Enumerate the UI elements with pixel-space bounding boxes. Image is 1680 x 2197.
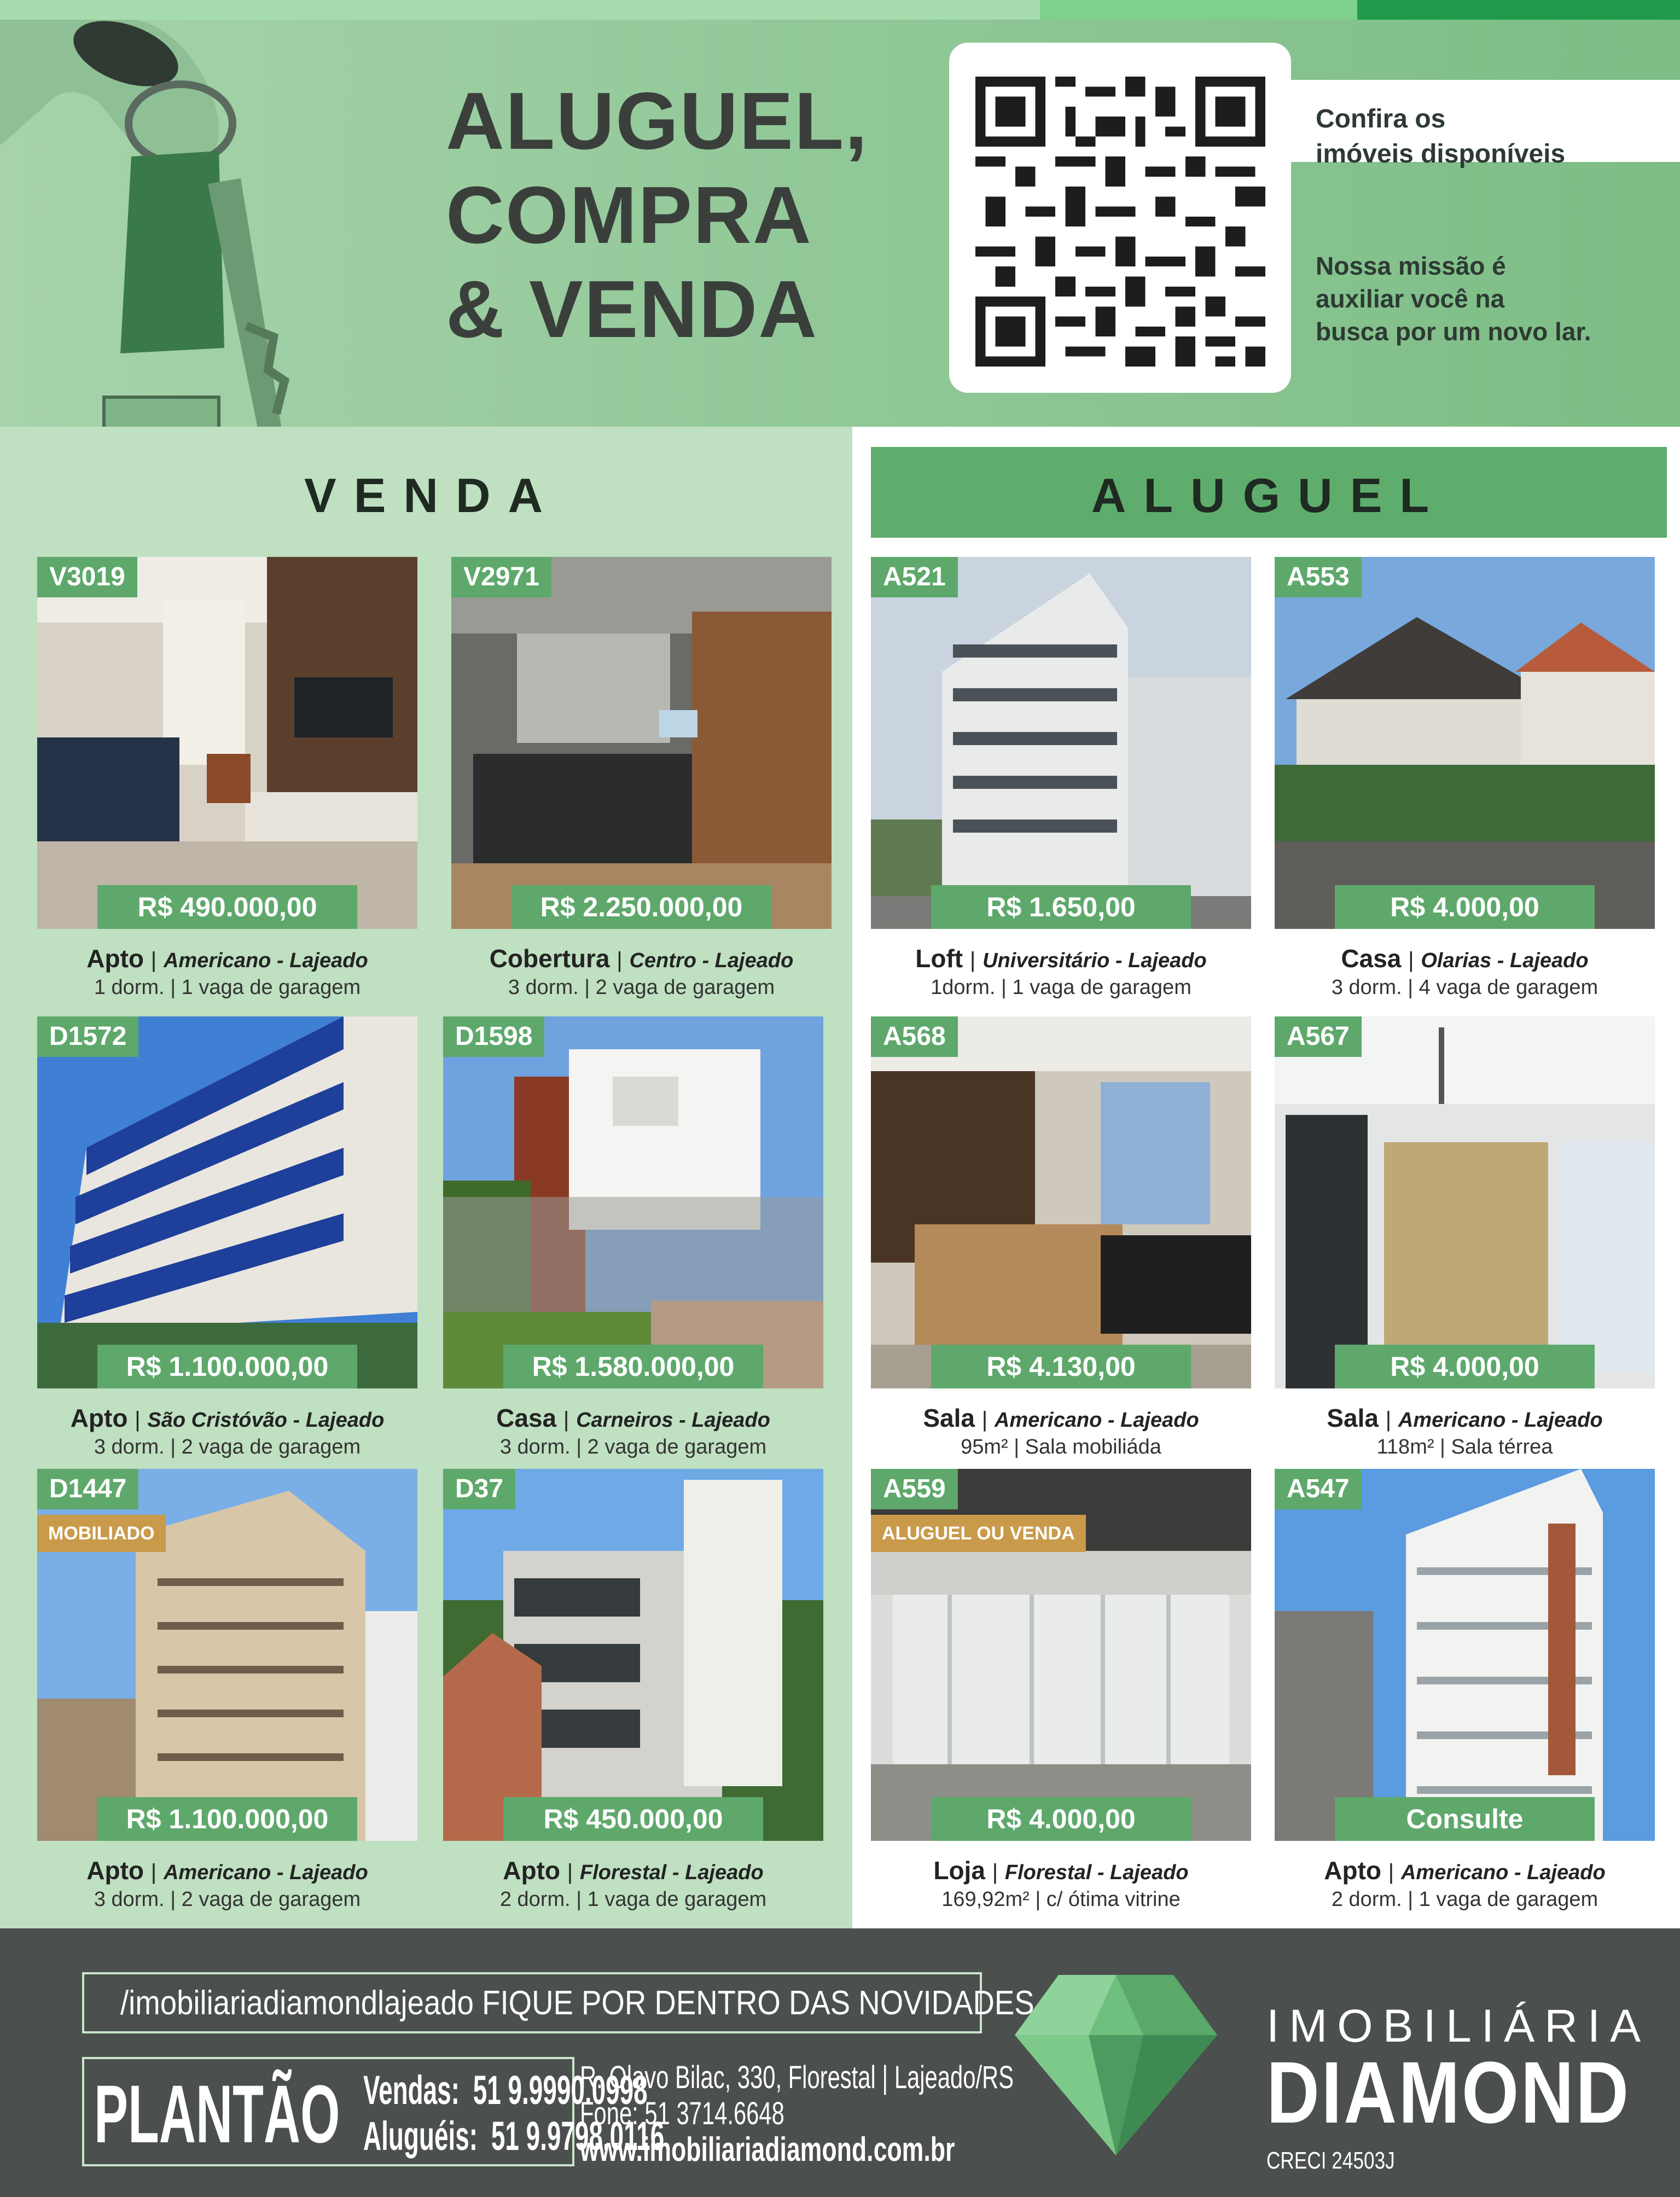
listing-type: Sala — [923, 1404, 975, 1432]
brand-name-line-1: IMOBILIÁRIA — [1266, 2000, 1651, 2051]
high-rise-photo — [1275, 1469, 1655, 1841]
diamond-logo-icon — [1015, 1975, 1217, 2155]
listing-title: Loft | Universitário - Lajeado — [915, 944, 1207, 973]
street-address: R. Olavo Bilac, 330, Florestal | Lajeado/RS — [580, 2060, 1014, 2095]
listing-location: Carneiros - Lajeado — [576, 1409, 770, 1432]
mission-statement — [1316, 249, 1666, 348]
listing-code: A559 — [871, 1469, 958, 1509]
listing-title: Apto | Florestal - Lajeado — [503, 1856, 764, 1885]
listing-price: Consulte — [1335, 1797, 1595, 1841]
listing-details: 3 dorm. | 2 vaga de garagem — [94, 1435, 361, 1458]
qr-code-card[interactable] — [949, 43, 1291, 393]
listing-title: Apto | Americano - Lajeado — [86, 1856, 368, 1885]
listing-card-v2971[interactable] — [451, 557, 832, 1000]
house-with-garden-photo — [1275, 557, 1655, 929]
address-block — [580, 2060, 1014, 2169]
listing-price: R$ 1.100.000,00 — [97, 1797, 357, 1841]
listing-price: R$ 490.000,00 — [97, 885, 357, 929]
listing-code: A568 — [871, 1016, 958, 1057]
listing-type: Loft — [915, 944, 963, 973]
listing-type: Apto — [86, 944, 144, 973]
listing-details: 3 dorm. | 2 vaga de garagem — [508, 976, 775, 999]
listing-code: D1598 — [443, 1016, 544, 1057]
website-link[interactable]: www.imobiliariadiamond.com.br — [580, 2131, 955, 2169]
venda-section-title: VENDA — [304, 468, 561, 522]
listing-photo[interactable] — [37, 557, 417, 929]
listing-details: 2 dorm. | 1 vaga de garagem — [499, 1888, 767, 1911]
listing-type: Casa — [496, 1404, 557, 1432]
listing-location: Americano - Lajeado — [1400, 1861, 1606, 1884]
office-room-photo — [871, 1016, 1251, 1388]
listing-location: São Cristóvão - Lajeado — [147, 1409, 385, 1432]
listing-title: Apto | São Cristóvão - Lajeado — [70, 1404, 385, 1432]
social-bar[interactable] — [82, 1972, 1034, 2033]
listing-code: A567 — [1275, 1016, 1362, 1057]
listing-card-a568[interactable] — [871, 1016, 1251, 1460]
listing-location: Olarias - Lajeado — [1421, 949, 1589, 972]
listing-photo[interactable] — [871, 557, 1251, 929]
vendas-label: Vendas: — [363, 2067, 460, 2113]
listing-card-d1447[interactable] — [37, 1469, 417, 1912]
phone-number[interactable]: Fone: 51 3714.6648 — [580, 2096, 784, 2131]
listing-card-a521[interactable] — [871, 557, 1251, 1000]
listing-type: Apto — [70, 1404, 128, 1432]
headline-line-3: & VENDA — [446, 264, 818, 354]
listing-code: V3019 — [37, 557, 137, 597]
listing-title: Casa | Carneiros - Lajeado — [496, 1404, 770, 1432]
listing-code: D37 — [443, 1469, 515, 1509]
listing-photo[interactable] — [1275, 557, 1655, 929]
listing-location: Americano - Lajeado — [994, 1409, 1199, 1432]
listing-type: Casa — [1341, 944, 1402, 973]
listing-details: 3 dorm. | 4 vaga de garagem — [1331, 976, 1598, 999]
listing-location: Americano - Lajeado — [163, 949, 368, 972]
listing-card-a547[interactable] — [1275, 1469, 1655, 1912]
headline-line-2: COMPRA — [446, 170, 812, 260]
aluguel-section-bar — [871, 447, 1667, 538]
listing-details: 1dorm. | 1 vaga de garagem — [931, 976, 1191, 999]
alugueis-line[interactable] — [363, 2113, 665, 2159]
brand-name-line-2: DIAMOND — [1266, 2043, 1631, 2141]
listing-type: Apto — [1324, 1856, 1382, 1885]
house-photo — [443, 1016, 823, 1388]
listing-code: A553 — [1275, 557, 1362, 597]
creci-registration: CRECI 24503J — [1266, 2147, 1395, 2174]
listing-details: 118m² | Sala térrea — [1376, 1435, 1553, 1458]
plantao-contact-box — [82, 2057, 665, 2166]
listing-title: Casa | Olarias - Lajeado — [1341, 944, 1589, 973]
listing-price: R$ 2.250.000,00 — [511, 885, 771, 929]
listing-photo[interactable] — [37, 1016, 417, 1388]
listing-price: R$ 450.000,00 — [503, 1797, 763, 1841]
footer — [0, 1928, 1680, 2197]
listing-card-a553[interactable] — [1275, 557, 1655, 1000]
top-color-strip — [0, 0, 1680, 20]
listing-title: Loja | Florestal - Lajeado — [933, 1856, 1189, 1885]
vendas-phone[interactable]: 51 9.9990.0998 — [473, 2067, 648, 2113]
phone-lines — [363, 2067, 665, 2159]
headline-line-1: ALUGUEL, — [446, 76, 869, 166]
listing-location: Americano - Lajeado — [1398, 1409, 1603, 1432]
loft-building-photo — [871, 557, 1251, 929]
listing-details: 3 dorm. | 2 vaga de garagem — [499, 1435, 767, 1458]
listing-title: Sala | Americano - Lajeado — [923, 1404, 1199, 1432]
listing-card-a559[interactable] — [871, 1469, 1251, 1912]
apartment-building-photo — [37, 1016, 417, 1388]
kitchen-photo — [451, 557, 832, 929]
plantao-label: PLANTÃO — [94, 2068, 340, 2160]
listing-title: Sala | Americano - Lajeado — [1327, 1404, 1603, 1432]
qr-caption — [1288, 80, 1680, 168]
furnished-ribbon: MOBILIADO — [37, 1515, 166, 1552]
listing-details: 2 dorm. | 1 vaga de garagem — [1331, 1888, 1598, 1911]
header-banner — [0, 20, 1680, 427]
listing-photo[interactable] — [443, 1016, 823, 1388]
listing-photo[interactable] — [871, 1016, 1251, 1388]
storefront-room-photo — [1275, 1016, 1655, 1388]
vendas-line[interactable] — [363, 2067, 648, 2113]
listing-code: D1572 — [37, 1016, 138, 1057]
mission-line-1: Nossa missão é — [1316, 252, 1506, 280]
listing-price: R$ 1.100.000,00 — [97, 1345, 357, 1388]
mission-line-2: auxiliar você na — [1316, 284, 1505, 313]
listing-location: Americano - Lajeado — [163, 1861, 368, 1884]
listing-photo[interactable] — [1275, 1016, 1655, 1388]
listing-location: Centro - Lajeado — [629, 949, 794, 972]
listing-code: A547 — [1275, 1469, 1362, 1509]
residential-building-photo — [443, 1469, 823, 1841]
aluguel-section-title: ALUGUEL — [1091, 468, 1447, 522]
listing-price: R$ 4.000,00 — [931, 1797, 1191, 1841]
listing-location: Universitário - Lajeado — [983, 949, 1207, 972]
alugueis-phone[interactable]: 51 9.9798.0116 — [491, 2113, 665, 2159]
listing-details: 3 dorm. | 2 vaga de garagem — [94, 1888, 361, 1911]
listing-card-v3019[interactable] — [37, 557, 417, 1000]
listing-type: Apto — [503, 1856, 561, 1885]
listing-location: Florestal - Lajeado — [579, 1861, 764, 1884]
rent-or-sale-ribbon: ALUGUEL OU VENDA — [871, 1515, 1086, 1552]
qr-caption-line-1: Confira os — [1316, 104, 1446, 133]
listing-details: 169,92m² | c/ ótima vitrine — [941, 1888, 1181, 1911]
listing-type: Apto — [86, 1856, 144, 1885]
alugueis-label: Aluguéis: — [363, 2113, 478, 2159]
listing-photo[interactable] — [1275, 1469, 1655, 1841]
listing-photo[interactable] — [37, 1469, 417, 1841]
hand-with-keychain-illustration — [0, 20, 284, 427]
living-room-photo — [37, 557, 417, 929]
listing-code: V2971 — [451, 557, 551, 597]
listing-title: Apto | Americano - Lajeado — [1324, 1856, 1606, 1885]
listing-type: Loja — [933, 1856, 985, 1885]
listing-code: D1447 — [37, 1469, 138, 1509]
listing-card-d1598[interactable] — [443, 1016, 823, 1460]
listing-price: R$ 4.000,00 — [1335, 885, 1595, 929]
qr-caption-line-2: imóveis disponíveis — [1316, 140, 1566, 168]
listing-title: Apto | Americano - Lajeado — [86, 944, 368, 973]
qr-code[interactable] — [975, 77, 1265, 367]
social-handle[interactable]: /imobiliariadiamondlajeado FIQUE POR DENTRO DAS NOVIDADES — [120, 1984, 1034, 2022]
listing-price: R$ 1.580.000,00 — [503, 1345, 763, 1388]
listing-card-a567[interactable] — [1275, 1016, 1655, 1460]
listing-price: R$ 4.130,00 — [931, 1345, 1191, 1388]
listing-type: Sala — [1327, 1404, 1379, 1432]
listing-photo[interactable] — [443, 1469, 823, 1841]
listing-price: R$ 4.000,00 — [1335, 1345, 1595, 1388]
listing-details: 95m² | Sala mobiliáda — [961, 1435, 1161, 1458]
listing-card-d37[interactable] — [443, 1469, 823, 1912]
listing-type: Cobertura — [489, 944, 610, 973]
listing-price: R$ 1.650,00 — [931, 885, 1191, 929]
mission-line-3: busca por um novo lar. — [1316, 317, 1591, 346]
listing-location: Florestal - Lajeado — [1004, 1861, 1189, 1884]
listing-photo[interactable] — [871, 1469, 1251, 1841]
listing-photo[interactable] — [451, 557, 832, 929]
listing-title: Cobertura | Centro - Lajeado — [489, 944, 794, 973]
listing-card-d1572[interactable] — [37, 1016, 417, 1460]
listing-code: A521 — [871, 557, 958, 597]
headline — [446, 74, 916, 357]
listing-details: 1 dorm. | 1 vaga de garagem — [94, 976, 361, 999]
